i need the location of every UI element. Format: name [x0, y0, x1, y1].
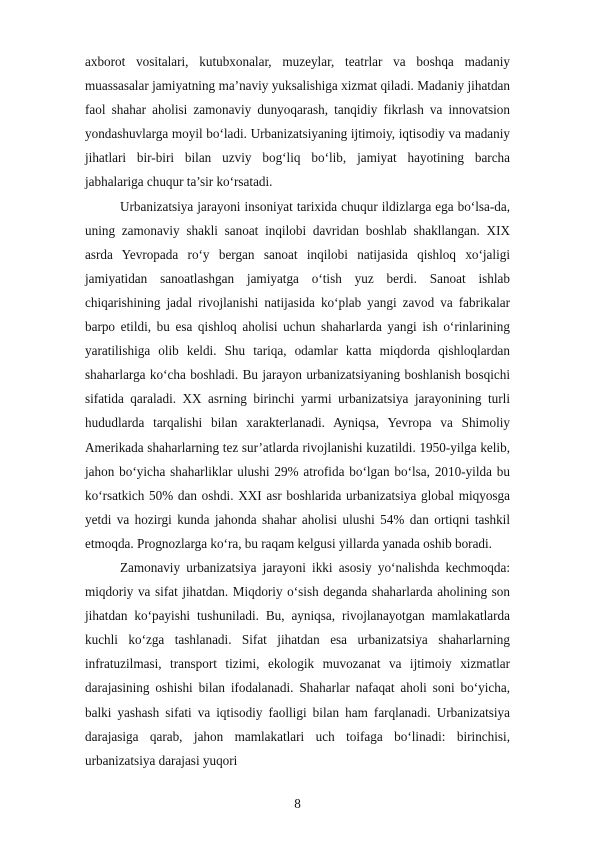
paragraph-continuation: axborot vositalari, kutubxonalar, muzeylar, teatrlar va boshqa madaniy muassasalar jamiyatning ma’naviy yuksalishiga xizmat qiladi. Madaniy jihatdan faol shahar aholisi zamonaviy dunyoqarash, tanqidiy fikrlash va innovatsion yondashuvlarga moyil bo‘ladi. Urbanizatsiyaning ijtimoiy, iqtisodiy va madaniy jihatlari bir-biri bilan uzviy bog‘liq bo‘lib, jamiyat hayotining barcha jabhalariga chuqur ta’sir ko‘rsatadi. — [85, 54, 510, 190]
body-text — [85, 50, 510, 773]
paragraph-modern-urbanization: Zamonaviy urbanizatsiya jarayoni ikki asosiy yo‘nalishda kechmoqda: miqdoriy va sifat jihatdan. Miqdoriy o‘sish deganda shaharlarda aholining son jihatdan ko‘payishi tushuniladi. Bu, ayniqsa, rivojlanayotgan mamlakatlarda kuchli ko‘zga tashlanadi. Sifat jihatdan esa urbanizatsiya shaharlarning infratuzilmasi, transport tizimi, ekologik muvozanat va ijtimoiy xizmatlar darajasining oshishi bilan ifodalanadi. Shaharlar nafaqat aholi soni bo‘yicha, balki yashash sifati va iqtisodiy faolligi bilan ham farqlanadi. Urbanizatsiya darajasiga qarab, jahon mamlakatlari uch toifaga bo‘linadi: birinchisi, urbanizatsiya darajasi yuqori — [85, 559, 510, 768]
page-number: 8 — [294, 796, 301, 811]
paragraph-urbanization-history: Urbanizatsiya jarayoni insoniyat tarixida chuqur ildizlarga ega bo‘lsa-da, uning zamonaviy shakli sanoat inqilobi davridan boshlab shakllangan. XIX asrda Yevropada ro‘y bergan sanoat inqilobi natijasida qishloq xo‘jaligi jamiyatidan sanoatlashgan jamiyatga o‘tish yuz berdi. Sanoat ishlab chiqarishining jadal rivojlanishi natijasida ko‘plab yangi zavod va fabrikalar barpo etildi, bu esa qishloq aholisi uchun shaharlarda yangi ish o‘rinlarining yaratilishiga olib keldi. Shu tariqa, odamlar katta miqdorda qishloqlardan shaharlarga ko‘cha boshladi. Bu jarayon urbanizatsiyaning boshlanish bosqichi sifatida qaraladi. XX asrning birinchi yarmi urbanizatsiya jarayonining turli hududlarda tarqalishi bilan xarakterlanadi. Ayniqsa, Yevropa va Shimoliy Amerikada shaharlarning tez sur’atlarda rivojlanishi kuzatildi. 1950-yilga kelib, jahon bo‘yicha shaharliklar ulushi 29% atrofida bo‘lgan bo‘lsa, 2010-yilda bu ko‘rsatkich 50% dan oshdi. XXI asr boshlarida urbanizatsiya global miqyosga yetdi va hozirgi kunda jahonda shahar aholisi ulushi 54% dan ortiqni tashkil etmoqda. Prognozlarga ko‘ra, bu raqam kelgusi yillarda yanada oshib boradi. — [85, 198, 510, 551]
